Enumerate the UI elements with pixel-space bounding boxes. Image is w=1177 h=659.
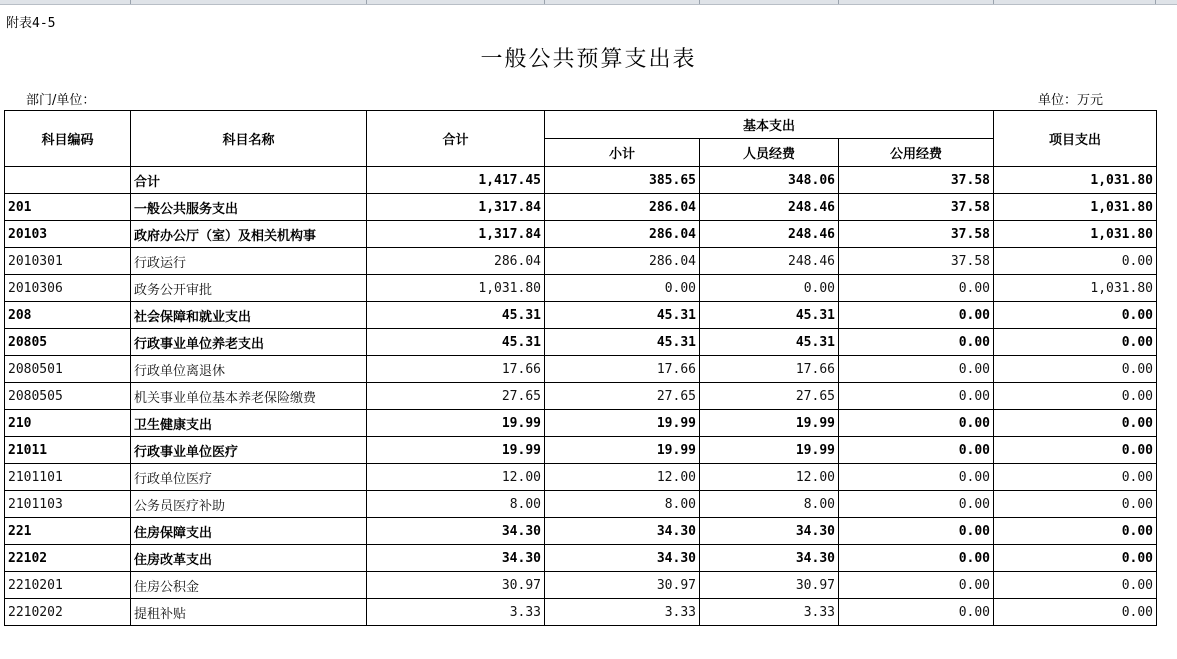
- cell-name[interactable]: 政务公开审批: [131, 275, 367, 302]
- cell-project[interactable]: 0.00: [994, 572, 1157, 599]
- cell-project[interactable]: 0.00: [994, 248, 1157, 275]
- cell-total[interactable]: 1,031.80: [367, 275, 545, 302]
- cell-name[interactable]: 行政单位离退休: [131, 356, 367, 383]
- cell-total[interactable]: 17.66: [367, 356, 545, 383]
- cell-personnel[interactable]: 30.97: [700, 572, 839, 599]
- cell-subtotal[interactable]: 30.97: [545, 572, 700, 599]
- cell-project[interactable]: 1,031.80: [994, 167, 1157, 194]
- cell-project[interactable]: 0.00: [994, 464, 1157, 491]
- cell-code[interactable]: 20103: [5, 221, 131, 248]
- cell-name[interactable]: 行政运行: [131, 248, 367, 275]
- cell-total[interactable]: 19.99: [367, 410, 545, 437]
- cell-subtotal[interactable]: 45.31: [545, 329, 700, 356]
- header-subtotal[interactable]: 小计: [545, 139, 700, 167]
- cell-public[interactable]: 0.00: [839, 437, 994, 464]
- table-row: [5, 302, 1157, 329]
- header-project[interactable]: 项目支出: [994, 111, 1157, 167]
- cell-total[interactable]: 30.97: [367, 572, 545, 599]
- cell-public[interactable]: 0.00: [839, 410, 994, 437]
- cell-personnel[interactable]: 348.06: [700, 167, 839, 194]
- cell-personnel[interactable]: 248.46: [700, 221, 839, 248]
- cell-personnel[interactable]: 248.46: [700, 248, 839, 275]
- cell-public[interactable]: 0.00: [839, 275, 994, 302]
- cell-name[interactable]: 住房保障支出: [131, 518, 367, 545]
- cell-total[interactable]: 34.30: [367, 545, 545, 572]
- cell-personnel[interactable]: 19.99: [700, 437, 839, 464]
- table-row: [5, 464, 1157, 491]
- cell-subtotal[interactable]: 34.30: [545, 545, 700, 572]
- table-row: [5, 167, 1157, 194]
- table-row: [5, 572, 1157, 599]
- header-basic[interactable]: 基本支出: [545, 111, 994, 139]
- cell-public[interactable]: 0.00: [839, 302, 994, 329]
- cell-public[interactable]: 0.00: [839, 545, 994, 572]
- cell-project[interactable]: 0.00: [994, 518, 1157, 545]
- cell-code[interactable]: [5, 167, 131, 194]
- cell-public[interactable]: 0.00: [839, 491, 994, 518]
- cell-subtotal[interactable]: 12.00: [545, 464, 700, 491]
- cell-personnel[interactable]: 19.99: [700, 410, 839, 437]
- cell-name[interactable]: 机关事业单位基本养老保险缴费: [131, 383, 367, 410]
- cell-subtotal[interactable]: 0.00: [545, 275, 700, 302]
- cell-total[interactable]: 1,417.45: [367, 167, 545, 194]
- cell-name[interactable]: 住房公积金: [131, 572, 367, 599]
- cell-personnel[interactable]: 34.30: [700, 545, 839, 572]
- cell-subtotal[interactable]: 286.04: [545, 221, 700, 248]
- cell-subtotal[interactable]: 17.66: [545, 356, 700, 383]
- cell-total[interactable]: 1,317.84: [367, 194, 545, 221]
- cell-public[interactable]: 0.00: [839, 599, 994, 626]
- cell-code[interactable]: 208: [5, 302, 131, 329]
- cell-code[interactable]: 2101101: [5, 464, 131, 491]
- table-body: [5, 167, 1157, 626]
- cell-public[interactable]: 37.58: [839, 248, 994, 275]
- header-personnel[interactable]: 人员经费: [700, 139, 839, 167]
- cell-personnel[interactable]: 45.31: [700, 329, 839, 356]
- table-row: [5, 518, 1157, 545]
- cell-code[interactable]: 2101103: [5, 491, 131, 518]
- cell-total[interactable]: 45.31: [367, 329, 545, 356]
- cell-code[interactable]: 21011: [5, 437, 131, 464]
- cell-total[interactable]: 286.04: [367, 248, 545, 275]
- cell-project[interactable]: 0.00: [994, 491, 1157, 518]
- table-row: [5, 437, 1157, 464]
- cell-project[interactable]: 0.00: [994, 545, 1157, 572]
- cell-project[interactable]: 1,031.80: [994, 275, 1157, 302]
- cell-total[interactable]: 34.30: [367, 518, 545, 545]
- table-row: [5, 410, 1157, 437]
- cell-project[interactable]: 1,031.80: [994, 194, 1157, 221]
- cell-total[interactable]: 8.00: [367, 491, 545, 518]
- cell-project[interactable]: 1,031.80: [994, 221, 1157, 248]
- cell-name[interactable]: 住房改革支出: [131, 545, 367, 572]
- cell-subtotal[interactable]: 8.00: [545, 491, 700, 518]
- cell-subtotal[interactable]: 286.04: [545, 248, 700, 275]
- cell-code[interactable]: 201: [5, 194, 131, 221]
- cell-public[interactable]: 0.00: [839, 329, 994, 356]
- cell-name[interactable]: 行政事业单位医疗: [131, 437, 367, 464]
- cell-personnel[interactable]: 12.00: [700, 464, 839, 491]
- cell-personnel[interactable]: 27.65: [700, 383, 839, 410]
- cell-personnel[interactable]: 3.33: [700, 599, 839, 626]
- cell-subtotal[interactable]: 286.04: [545, 194, 700, 221]
- cell-personnel[interactable]: 45.31: [700, 302, 839, 329]
- table-row: [5, 248, 1157, 275]
- cell-code[interactable]: 20805: [5, 329, 131, 356]
- table-row: [5, 275, 1157, 302]
- header-public[interactable]: 公用经费: [839, 139, 994, 167]
- cell-name[interactable]: 一般公共服务支出: [131, 194, 367, 221]
- cell-public[interactable]: 0.00: [839, 356, 994, 383]
- cell-personnel[interactable]: 248.46: [700, 194, 839, 221]
- cell-total[interactable]: 19.99: [367, 437, 545, 464]
- cell-subtotal[interactable]: 45.31: [545, 302, 700, 329]
- cell-project[interactable]: 0.00: [994, 410, 1157, 437]
- dept-label: 部门/单位：: [26, 93, 96, 108]
- page-title: 一般公共预算支出表: [480, 47, 697, 72]
- cell-code[interactable]: 2210201: [5, 572, 131, 599]
- table-row: [5, 545, 1157, 572]
- table-row: [5, 491, 1157, 518]
- cell-code[interactable]: 2080501: [5, 356, 131, 383]
- cell-subtotal[interactable]: 19.99: [545, 410, 700, 437]
- unit-label: 单位：万元: [1038, 93, 1104, 108]
- cell-code[interactable]: 210: [5, 410, 131, 437]
- table-row: [5, 599, 1157, 626]
- header-code[interactable]: 科目编码: [5, 111, 131, 167]
- spreadsheet-top-strip: [0, 0, 1177, 5]
- cell-code[interactable]: 2010306: [5, 275, 131, 302]
- cell-subtotal[interactable]: 34.30: [545, 518, 700, 545]
- cell-project[interactable]: 0.00: [994, 437, 1157, 464]
- cell-total[interactable]: 45.31: [367, 302, 545, 329]
- cell-public[interactable]: 37.58: [839, 194, 994, 221]
- cell-public[interactable]: 0.00: [839, 383, 994, 410]
- cell-name[interactable]: 卫生健康支出: [131, 410, 367, 437]
- cell-subtotal[interactable]: 27.65: [545, 383, 700, 410]
- cell-subtotal[interactable]: 3.33: [545, 599, 700, 626]
- cell-name[interactable]: 政府办公厅（室）及相关机构事: [131, 221, 367, 248]
- table-row: [5, 221, 1157, 248]
- cell-personnel[interactable]: 0.00: [700, 275, 839, 302]
- cell-project[interactable]: 0.00: [994, 302, 1157, 329]
- cell-name[interactable]: 行政单位医疗: [131, 464, 367, 491]
- cell-code[interactable]: 2210202: [5, 599, 131, 626]
- cell-total[interactable]: 3.33: [367, 599, 545, 626]
- header-name[interactable]: 科目名称: [131, 111, 367, 167]
- cell-public[interactable]: 0.00: [839, 464, 994, 491]
- cell-code[interactable]: 2010301: [5, 248, 131, 275]
- cell-subtotal[interactable]: 19.99: [545, 437, 700, 464]
- cell-personnel[interactable]: 8.00: [700, 491, 839, 518]
- cell-name[interactable]: 提租补贴: [131, 599, 367, 626]
- cell-name[interactable]: 行政事业单位养老支出: [131, 329, 367, 356]
- cell-project[interactable]: 0.00: [994, 383, 1157, 410]
- cell-project[interactable]: 0.00: [994, 329, 1157, 356]
- cell-subtotal[interactable]: 385.65: [545, 167, 700, 194]
- budget-table: [4, 110, 1157, 626]
- cell-code[interactable]: 2080505: [5, 383, 131, 410]
- table-row: [5, 356, 1157, 383]
- cell-total[interactable]: 1,317.84: [367, 221, 545, 248]
- table-row: [5, 194, 1157, 221]
- cell-public[interactable]: 37.58: [839, 221, 994, 248]
- header-total[interactable]: 合计: [367, 111, 545, 167]
- cell-name[interactable]: 社会保障和就业支出: [131, 302, 367, 329]
- cell-name[interactable]: 合计: [131, 167, 367, 194]
- cell-public[interactable]: 37.58: [839, 167, 994, 194]
- cell-public[interactable]: 0.00: [839, 572, 994, 599]
- table-row: [5, 329, 1157, 356]
- attachment-label: 附表4-5: [6, 16, 56, 31]
- cell-code[interactable]: 22102: [5, 545, 131, 572]
- cell-total[interactable]: 27.65: [367, 383, 545, 410]
- cell-code[interactable]: 221: [5, 518, 131, 545]
- cell-public[interactable]: 0.00: [839, 518, 994, 545]
- cell-total[interactable]: 12.00: [367, 464, 545, 491]
- cell-name[interactable]: 公务员医疗补助: [131, 491, 367, 518]
- cell-project[interactable]: 0.00: [994, 599, 1157, 626]
- cell-project[interactable]: 0.00: [994, 356, 1157, 383]
- cell-personnel[interactable]: 34.30: [700, 518, 839, 545]
- cell-personnel[interactable]: 17.66: [700, 356, 839, 383]
- table-row: [5, 383, 1157, 410]
